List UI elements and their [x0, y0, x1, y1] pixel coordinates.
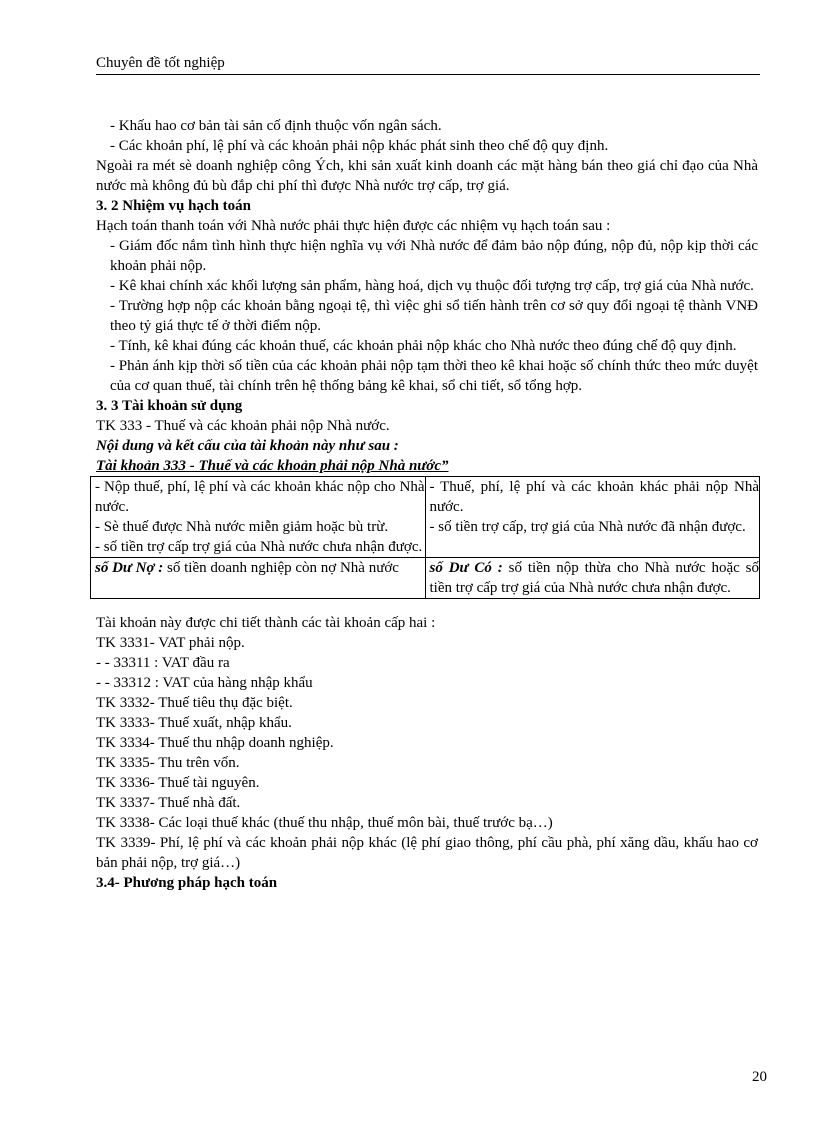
page-number: 20	[752, 1069, 767, 1085]
credit-cell	[425, 477, 760, 558]
spacer	[96, 599, 758, 613]
account-line: TK 333 - Thuế và các khoản phải nộp Nhà nước.	[96, 418, 390, 434]
sub-accounts-intro: Tài khoản này được chi tiết thành các tài khoản cấp hai :	[96, 615, 436, 631]
sub-account: TK 3335- Thu trên vốn.	[96, 755, 240, 771]
debit-balance-cell	[91, 558, 426, 599]
debit-item: - số tiền trợ cấp trợ giá của Nhà nước chưa nhận được.	[95, 539, 423, 555]
credit-item: - Thuế, phí, lệ phí và các khoản khác phải nộp Nhà nước.	[429, 479, 759, 515]
task-item: - Giám đốc nắm tình hình thực hiện nghĩa vụ với Nhà nước để đảm bảo nộp đúng, nộp đủ, nộp kịp thời các khoản phải nộp.	[110, 238, 758, 274]
intro-paragraph: Ngoài ra mét sè doanh nghiệp công Ých, khi sản xuất kinh doanh các mặt hàng bán theo giá chỉ đạo của Nhà nước mà không đủ bù đắp chi phí thì được Nhà nước trợ cấp, trợ giá.	[96, 158, 758, 194]
credit-item: - số tiền trợ cấp, trợ giá của Nhà nước đã nhận được.	[429, 519, 746, 535]
table-title: Tài khoản 333 - Thuế và các khoản phải nộp Nhà nước”	[96, 458, 449, 474]
page-header	[96, 54, 760, 75]
task-item: - Kê khai chính xác khối lượng sản phẩm, hàng hoá, dịch vụ thuộc đối tượng trợ cấp, trợ giá của Nhà nước.	[110, 278, 754, 294]
debit-balance-text: số tiền doanh nghiệp còn nợ Nhà nước	[163, 560, 399, 576]
sub-account: - - 33312 : VAT của hàng nhập khẩu	[96, 675, 313, 691]
section-3-2-heading: 3. 2 Nhiệm vụ hạch toán	[96, 198, 252, 214]
table-row	[91, 558, 760, 599]
structure-title: Nội dung và kết cấu của tài khoản này như sau :	[96, 438, 399, 454]
sub-account: TK 3334- Thuế thu nhập doanh nghiệp.	[96, 735, 334, 751]
document-body	[96, 116, 758, 893]
task-item: - Trường hợp nộp các khoản bằng ngoại tệ, thì việc ghi sổ tiến hành trên cơ sở quy đổi ngoại tệ thành VNĐ theo tỷ giá thực tế ở thời điểm nộp.	[110, 298, 758, 334]
sub-account: TK 3339- Phí, lệ phí và các khoản phải nộp khác (lệ phí giao thông, phí cầu phà, phí xăng dầu, khấu hao cơ bản phải nộp, trợ giá…)	[96, 835, 758, 871]
sub-account: - - 33311 : VAT đầu ra	[96, 655, 230, 671]
sub-account: TK 3336- Thuế tài nguyên.	[96, 775, 260, 791]
debit-item: - Nộp thuế, phí, lệ phí và các khoản khác nộp cho Nhà nước.	[95, 479, 425, 515]
task-item: - Phản ánh kịp thời số tiền của các khoản phải nộp tạm thời theo kê khai hoặc số chính thức theo mức duyệt của cơ quan thuế, tài chính trên hệ thống bảng kê khai, sổ chi tiết, sổ tổng hợp.	[110, 358, 758, 394]
sub-account: TK 3331- VAT phải nộp.	[96, 635, 245, 651]
sub-account: TK 3333- Thuế xuất, nhập khẩu.	[96, 715, 292, 731]
page-header-title: Chuyên đề tốt nghiệp	[96, 55, 225, 71]
credit-balance-text: số tiền nộp thừa cho Nhà nước hoặc số tiền trợ cấp trợ giá của Nhà nước chưa nhận được.	[429, 560, 759, 596]
credit-balance-label: số Dư Có :	[429, 560, 503, 576]
section-3-2-lead: Hạch toán thanh toán với Nhà nước phải thực hiện được các nhiệm vụ hạch toán sau :	[96, 218, 611, 234]
sub-account: TK 3338- Các loại thuế khác (thuế thu nhập, thuế môn bài, thuế trước bạ…)	[96, 815, 553, 831]
section-3-4-heading: 3.4- Phương pháp hạch toán	[96, 875, 278, 891]
table-row	[91, 477, 760, 558]
intro-item: - Các khoản phí, lệ phí và các khoản phải nộp khác phát sinh theo chế độ quy định.	[110, 138, 609, 154]
debit-cell	[91, 477, 426, 558]
section-3-3-heading: 3. 3 Tài khoản sử dụng	[96, 398, 243, 414]
task-item: - Tính, kê khai đúng các khoản thuế, các khoản phải nộp khác cho Nhà nước theo đúng chế độ quy định.	[110, 338, 737, 354]
account-table	[90, 476, 760, 599]
sub-account: TK 3332- Thuế tiêu thụ đặc biệt.	[96, 695, 293, 711]
credit-balance-cell	[425, 558, 760, 599]
debit-item: - Sè thuế được Nhà nước miễn giảm hoặc bù trừ.	[95, 519, 389, 535]
sub-account: TK 3337- Thuế nhà đất.	[96, 795, 241, 811]
intro-item: - Khấu hao cơ bản tài sản cố định thuộc vốn ngân sách.	[110, 118, 442, 134]
debit-balance-label: số Dư Nợ :	[95, 560, 164, 576]
